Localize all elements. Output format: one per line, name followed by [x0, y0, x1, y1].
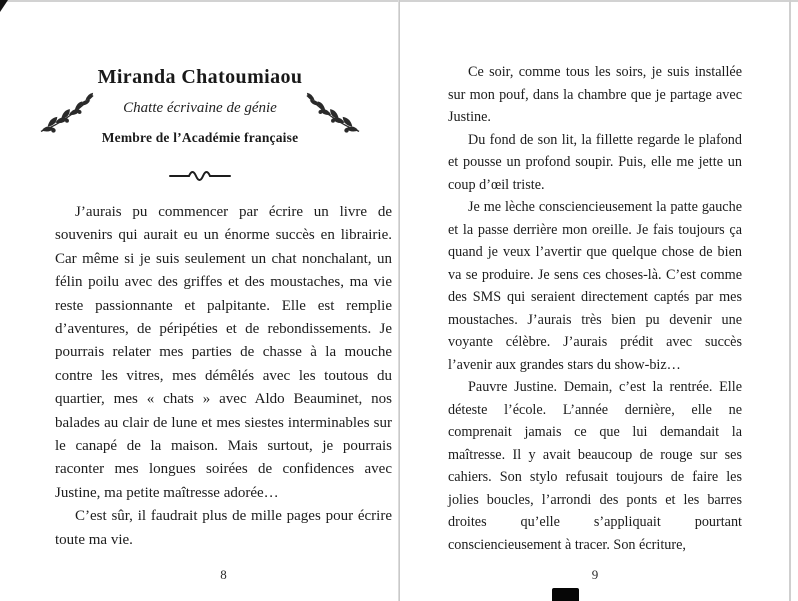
scan-artifact-bottom [552, 588, 579, 601]
right-page-text [448, 61, 742, 556]
paragraph: C’est sûr, il faudrait plus de mille pages pour écrire toute ma vie. [55, 508, 392, 548]
paragraph: Je me lèche consciencieusement la patte gauche et la passe derrière mon oreille. Je fais toujours ça quand je veux l’avertir que quelque chose de bien va se produire. Je sens ces choses-là. C’est comme des SMS qui seraient directement captés par mes moustaches. J’aurais très bien pu devenir une voyante célèbre. J’aurais prédit avec succès l’avenir aux grandes stars du show-biz… [448, 199, 742, 373]
squiggle-tailpiece-icon [168, 168, 232, 182]
olive-branch-right-icon [304, 90, 362, 141]
paragraph: Du fond de son lit, la fillette regarde le plafond et pousse un profond soupir. Puis, elle me jette un coup d’œil triste. [448, 131, 742, 193]
character-name-title: Miranda Chatoumiaou [97, 66, 303, 88]
paragraph: J’aurais pu commencer par écrire un livre de souvenirs qui aurait eu un énorme succès en librairie. Car même si je suis seulement un chat nonchalant, un félin poilu avec des griffes et des moustaches, ma vie reste passionnante et palpitante. Elle est remplie d’aventures, de péripéties et de rebondissements. Je pourrais relater mes parties de chasse à la mouche contre les vitres, mes démêlés avec les toutous du quartier, mes « chats » avec Aldo Beauminet, nos balades au clair de lune et mes siestes interminables sur le canapé de la maison. Mais surtout, je pourrais raconter mes longues soirées de confidences avec Justine, ma petite maîtresse adorée… [55, 204, 392, 501]
page-gutter [398, 0, 400, 601]
page-right-edge [789, 0, 791, 601]
left-page-text [55, 201, 392, 552]
paragraph: Pauvre Justine. Demain, c’est la rentrée. Elle déteste l’école. L’année dernière, elle ne comprenait jamais ce que lui demandait la maîtresse. Il y avait beaucoup de rouge sur ses cahiers. Son stylo refusait toujours de faire les jolies boucles, l’arrondi des ponts et les barres droites qu’elle s’appliquait pourtant consciencieusement à tracer. Son écriture, [448, 379, 742, 553]
page-number-left: 8 [220, 567, 227, 582]
character-affiliation: Membre de l’Académie française [101, 130, 299, 145]
chapter-header [38, 66, 362, 146]
page-number-right: 9 [591, 567, 599, 582]
character-subtitle: Chatte écrivaine de génie [123, 100, 277, 116]
section-divider [38, 168, 362, 187]
paragraph: Ce soir, comme tous les soirs, je suis installée sur mon pouf, dans la chambre que je partage avec Justine. [448, 64, 742, 125]
olive-branch-left-icon [38, 90, 96, 141]
